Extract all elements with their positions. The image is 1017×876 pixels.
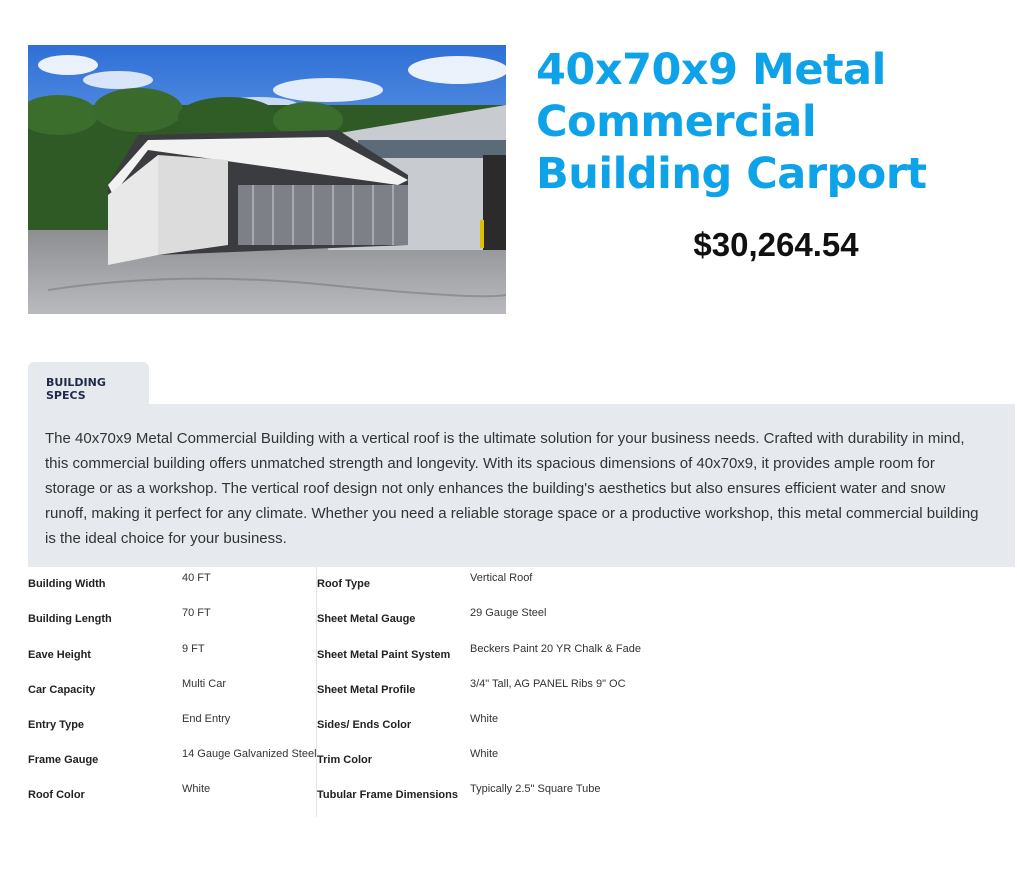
- spec-value: End Entry: [182, 713, 231, 725]
- carport-photo: [28, 45, 506, 314]
- spec-label: Sheet Metal Gauge: [317, 613, 416, 625]
- spec-label: Trim Color: [317, 754, 373, 766]
- spec-value: 40 FT: [182, 572, 211, 584]
- spec-label: Building Length: [28, 613, 112, 625]
- spec-value: 9 FT: [182, 643, 205, 655]
- product-description: The 40x70x9 Metal Commercial Building with a vertical roof is the ultimate solution for your business needs. Crafted with durability in mind, this commercial building offers unmatched strength and longevity. With its spacious dimensions of 40x70x9, it provides ample room for storage or as a workshop. The vertical roof design not only enhances the building's aesthetics but also ensures efficient water and snow runoff, making it perfect for any climate. Whether you need a reliable storage space or a productive workshop, this metal commercial building is the ideal choice for your business.: [45, 430, 979, 547]
- spec-label: Sheet Metal Profile: [317, 684, 416, 696]
- spec-value: White: [470, 748, 499, 760]
- spec-value: Typically 2.5" Square Tube: [470, 783, 601, 795]
- tab-building-specs[interactable]: BUILDING SPECS: [28, 362, 149, 405]
- spec-label: Entry Type: [28, 719, 85, 731]
- spec-label: Frame Gauge: [28, 754, 99, 766]
- spec-value: 3/4" Tall, AG PANEL Ribs 9" OC: [470, 678, 626, 690]
- spec-label: Building Width: [28, 578, 106, 590]
- spec-label: Tubular Frame Dimensions: [317, 789, 458, 801]
- spec-value: White: [182, 783, 211, 795]
- specs-table: [28, 567, 728, 817]
- spec-label: Sides/ Ends Color: [317, 719, 412, 731]
- spec-value: 29 Gauge Steel: [470, 607, 547, 619]
- description-panel: [28, 404, 1015, 567]
- spec-value: Multi Car: [182, 678, 227, 690]
- product-title: 40x70x9 Metal Commercial Building Carport: [536, 45, 927, 199]
- spec-label: Eave Height: [28, 649, 91, 661]
- spec-value: 14 Gauge Galvanized Steel: [182, 748, 317, 760]
- spec-label: Sheet Metal Paint System: [317, 649, 451, 661]
- spec-value: Beckers Paint 20 YR Chalk & Fade: [470, 643, 641, 655]
- spec-label: Roof Type: [317, 578, 370, 590]
- spec-value: 70 FT: [182, 607, 211, 619]
- spec-label: Car Capacity: [28, 684, 96, 696]
- spec-label: Roof Color: [28, 789, 85, 801]
- spec-value: White: [470, 713, 499, 725]
- spec-value: Vertical Roof: [470, 572, 533, 584]
- product-price: $30,264.54: [693, 226, 859, 263]
- product-image: [28, 45, 506, 314]
